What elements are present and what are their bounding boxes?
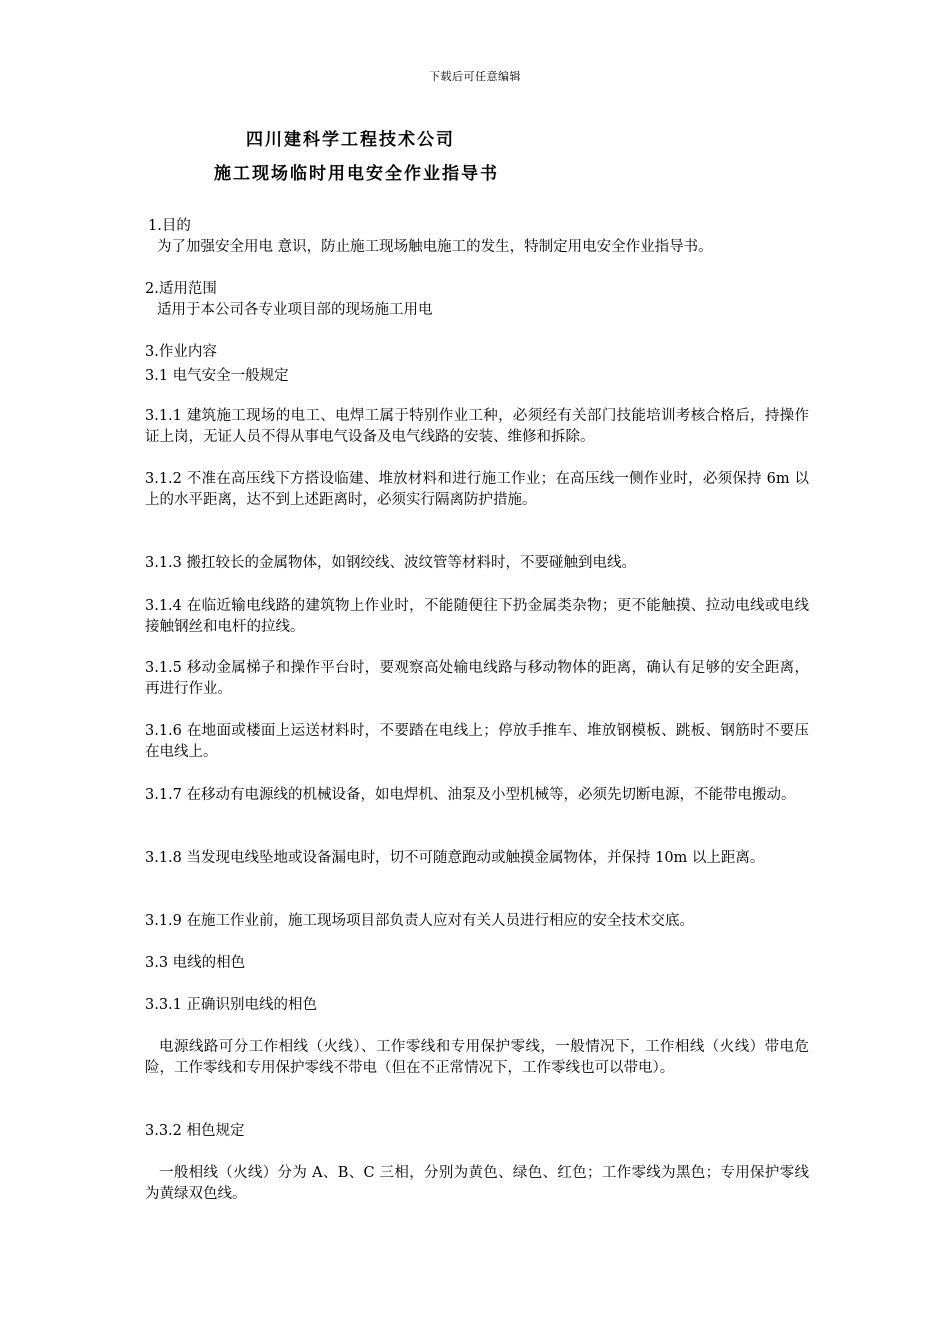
section-scope-heading: 2.适用范围 [145,281,217,297]
section-phase-heading: 3.3 电线的相色 [145,955,246,971]
paragraph-3-1-9: 3.1.9 在施工作业前，施工现场项目部负责人应对有关人员进行相应的安全技术交底。 [145,913,695,929]
paragraph-3-3-1: 电源线路可分工作相线（火线）、工作零线和专用保护零线，一般情况下，工作相线（火线）带电危险，工作零线和专用保护零线不带电（但在不正常情况下，工作零线也可以带电）。 [145,1039,809,1076]
paragraph-3-1-8: 3.1.8 当发现电线坠地或设备漏电时，切不可随意跑动或触摸金属物体，并保持 10m 以上距离。 [145,850,765,866]
company-title: 四川建科学工程技术公司 [246,130,455,150]
section-purpose-heading: 1.目的 [148,218,191,234]
paragraph-3-1-7: 3.1.7 在移动有电源线的机械设备，如电焊机、油泵及小型机械等，必须先切断电源，不能带电搬动。 [145,787,796,803]
paragraph-3-1-1: 3.1.1 建筑施工现场的电工、电焊工属于特别作业工种，必须经有关部门技能培训考核合格后，持操作证上岗，无证人员不得从事电气设备及电气线路的安装、维修和拆除。 [145,408,809,445]
section-content-heading: 3.作业内容 [145,344,217,360]
header-note: 下载后可任意编辑 [429,70,521,83]
subsection-3-3-1-heading: 3.3.1 正确识别电线的相色 [145,997,318,1013]
section-purpose-text: 为了加强安全用电 意识，防止施工现场触电施工的发生，特制定用电安全作业指导书。 [157,239,713,255]
paragraph-3-1-4: 3.1.4 在临近输电线路的建筑物上作业时，不能随便往下扔金属类杂物；更不能触摸、拉动电线或电线接触钢丝和电杆的拉线。 [145,598,809,635]
paragraph-3-1-6: 3.1.6 在地面或楼面上运送材料时，不要踏在电线上；停放手推车、堆放钢模板、跳板、钢筋时不要压在电线上。 [145,723,809,760]
paragraph-3-3-2: 一般相线（火线）分为 A、B、C 三相，分别为黄色、绿色、红色；工作零线为黑色；专用保护零线为黄绿双色线。 [145,1165,809,1202]
paragraph-3-1-5: 3.1.5 移动金属梯子和操作平台时，要观察高处输电线路与移动物体的距离，确认有足够的安全距离，再进行作业。 [145,660,809,697]
paragraph-3-1-2: 3.1.2 不准在高压线下方搭设临建、堆放材料和进行施工作业；在高压线一侧作业时，必须保持 6m 以上的水平距离，达不到上述距离时，必须实行隔离防护措施。 [145,471,809,508]
document-title: 施工现场临时用电安全作业指导书 [214,164,499,184]
paragraph-3-1-3: 3.1.3 搬扛较长的金属物体，如钢绞线、波纹管等材料时，不要碰触到电线。 [145,555,637,571]
section-scope-text: 适用于本公司各专业项目部的现场施工用电 [157,302,433,318]
section-general-heading: 3.1 电气安全一般规定 [145,368,289,384]
subsection-3-3-2-heading: 3.3.2 相色规定 [145,1123,245,1139]
